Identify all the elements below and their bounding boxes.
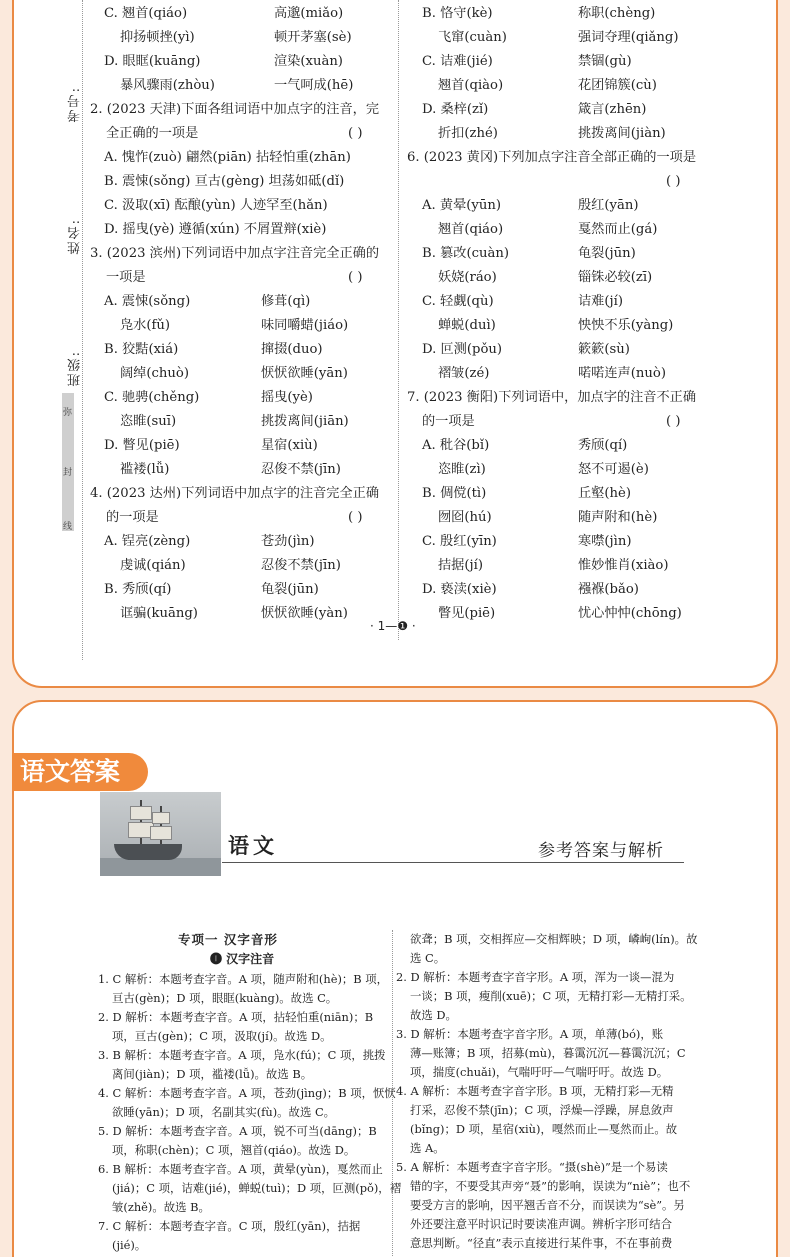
question-line: 花团锦簇(cù)	[578, 78, 657, 93]
question-line: 戛然而止(gá)	[578, 222, 658, 237]
question-line: 寒噤(jìn)	[578, 534, 632, 549]
answer-line: 4. A 解析：本题考查字音字形。B 项，无精打彩—无精	[396, 1084, 674, 1098]
question-line: 修葺(qì)	[261, 294, 311, 309]
question-line: 6. (2023 黄冈)下列加点字注音全部正确的一项是	[407, 150, 697, 165]
answer-paren: ( )	[348, 270, 363, 285]
binding-dotted-line	[82, 0, 83, 660]
question-line: 蝉蜕(duì)	[438, 318, 496, 333]
question-line: C. 汲取(xī) 酝酿(yùn) 人迹罕至(hǎn)	[104, 198, 328, 213]
answer-paren: ( )	[348, 510, 363, 525]
question-line: B. 秀颀(qí)	[104, 582, 172, 597]
answer-line: 3. B 解析：本题考查字音。A 项，凫水(fú)；C 项，挑拨	[98, 1048, 386, 1062]
answer-line: 项，称职(chèn)；C 项，翘首(qiáo)。故选 D。	[112, 1143, 356, 1157]
question-line: C. 殷红(yīn)	[422, 534, 497, 549]
question-line: B. 震悚(sǒng) 亘古(gèng) 坦荡如砥(dǐ)	[104, 174, 345, 189]
page-number: · 1—❶ ·	[370, 619, 416, 633]
question-line: 恹恹欲睡(yàn)	[261, 606, 348, 621]
answer-line: 专项一 汉字音形	[178, 932, 278, 947]
question-line: 一项是	[106, 270, 146, 285]
answer-line: 故选 D。	[410, 1008, 457, 1022]
question-line: D. 叵测(pǒu)	[422, 342, 503, 357]
answer-line: 薄—账簿；B 项，招募(mù)，暮霭沉沉—暮霭沉沉；C	[410, 1046, 686, 1060]
question-line: 龟裂(jūn)	[578, 246, 636, 261]
answer-line: 7. C 解析：本题考查字音。C 项，殷红(yān)，拮据	[98, 1219, 361, 1233]
question-line: A. 锃亮(zèng)	[104, 534, 191, 549]
answer-line: 项，揣度(chuǎi)，气喘吁吁—气喘吁吁。故选 D。	[410, 1065, 669, 1079]
question-line: B. 篡改(cuàn)	[422, 246, 509, 261]
question-line: 全正确的一项是	[106, 126, 199, 141]
question-line: 忍俊不禁(jīn)	[261, 462, 341, 477]
question-line: A. 秕谷(bǐ)	[422, 438, 490, 453]
class-label: 班级:	[68, 350, 83, 387]
subject-title: 语文	[228, 833, 278, 858]
answer-line: 亘古(gèn)；D 项，眼眶(kuàng)。故选 C。	[112, 991, 338, 1005]
question-line: 锱铢必较(zī)	[578, 270, 653, 285]
question-line: 忍俊不禁(jīn)	[261, 558, 341, 573]
question-line: 箴言(zhēn)	[578, 102, 647, 117]
question-line: 怒不可遏(è)	[578, 462, 649, 477]
sailing-ship-image	[100, 792, 221, 876]
question-line: 味同嚼蜡(jiáo)	[261, 318, 349, 333]
question-line: 高邈(miǎo)	[274, 6, 344, 21]
answer-line: 一谈；B 项，瘦削(xuē)；C 项，无精打彩—无精打采。	[410, 989, 692, 1003]
question-line: 4. (2023 达州)下列词语中加点字的注音完全正确	[90, 486, 380, 501]
question-line: 恣睢(suī)	[120, 414, 177, 429]
question-line: 怏怏不乐(yàng)	[578, 318, 674, 333]
answer-heading: 参考答案与解析	[538, 841, 664, 861]
question-line: 恣睢(zì)	[438, 462, 486, 477]
question-line: B. 恪守(kè)	[422, 6, 493, 21]
question-line: 3. (2023 滨州)下列词语中加点字注音完全正确的	[90, 246, 380, 261]
question-line: 喏喏连声(nuò)	[578, 366, 666, 381]
answer-line: 欲聋；B 项，交相挥应—交相辉映；D 项，嶙峋(lín)。故	[410, 932, 698, 946]
question-line: 褴褛(lǚ)	[120, 462, 170, 477]
question-line: C. 诘难(jié)	[422, 54, 493, 69]
answer-line: 离间(jiàn)；D 项，褴褛(lǚ)。故选 B。	[112, 1067, 313, 1081]
question-line: 丘壑(hè)	[578, 486, 631, 501]
answer-line: ❶ 汉字注音	[210, 952, 275, 966]
question-line: C. 轻觑(qù)	[422, 294, 494, 309]
question-line: 恹恹欲睡(yān)	[261, 366, 348, 381]
answer-line: 外还要注意平时识记时要读准声调。辨析字形可结合	[410, 1217, 672, 1231]
question-line: 妖娆(ráo)	[438, 270, 497, 285]
question-line: C. 翘首(qiáo)	[104, 6, 188, 21]
question-line: 7. (2023 衡阳)下列词语中，加点字的注音不正确	[407, 390, 697, 405]
question-line: D. 亵渎(xiè)	[422, 582, 497, 597]
question-line: 秀颀(qí)	[578, 438, 628, 453]
question-line: 的一项是	[106, 510, 159, 525]
question-line: 龟裂(jūn)	[261, 582, 319, 597]
question-line: D. 桑梓(zǐ)	[422, 102, 489, 117]
question-line: A. 震悚(sǒng)	[104, 294, 191, 309]
question-line: 摇曳(yè)	[261, 390, 313, 405]
answer-line: 欲睡(yān)；D 项，名副其实(fù)。故选 C。	[112, 1105, 336, 1119]
answer-line: 4. C 解析：本题考查字音。A 项，苍劲(jìng)；B 项，恹恹	[98, 1086, 396, 1100]
question-line: 顿开茅塞(sè)	[274, 30, 352, 45]
question-line: D. 瞥见(piē)	[104, 438, 180, 453]
question-line: C. 驰骋(chěng)	[104, 390, 200, 405]
question-line: 忧心忡忡(chōng)	[578, 606, 682, 621]
question-line: 囫囵(hú)	[438, 510, 492, 525]
question-line: 一气呵成(hē)	[274, 78, 354, 93]
answer-paren: ( )	[666, 414, 681, 429]
answer-line: 项，亘古(gèn)；C 项，汲取(jí)。故选 D。	[112, 1029, 332, 1043]
question-line: 簌簌(sù)	[578, 342, 630, 357]
answer-line: 3. D 解析：本题考查字音字形。A 项，单薄(bó)，账	[396, 1027, 664, 1041]
answer-line: 1. C 解析：本题考查字音。A 项，随声附和(hè)；B 项，	[98, 972, 389, 986]
column-divider	[398, 0, 399, 640]
exam-number-label: 考号:	[68, 86, 83, 123]
question-line: 抑扬顿挫(yì)	[120, 30, 195, 45]
answer-line: 意思判断。“径直”表示直接进行某件事，不在事前费	[410, 1236, 673, 1250]
binding-sidebar	[62, 0, 84, 660]
answer-paren: ( )	[666, 174, 681, 189]
question-line: 瞥见(piē)	[438, 606, 496, 621]
question-line: 挑拨离间(jiàn)	[578, 126, 666, 141]
question-line: 凫水(fǔ)	[120, 318, 171, 333]
header-rule	[222, 862, 684, 863]
seal-line-band	[62, 393, 74, 531]
question-line: 撺掇(duo)	[261, 342, 323, 357]
answer-line: 5. A 解析：本题考查字音字形。“摄(shè)”是一个易读	[396, 1160, 668, 1174]
question-line: B. 倜傥(tì)	[422, 486, 487, 501]
answer-line: 打采，忍俊不禁(jīn)；C 项，浮燥—浮躁，屏息敛声	[410, 1103, 674, 1117]
answer-line: 2. D 解析：本题考查字音字形。A 项，浑为一谈—混为	[396, 970, 675, 984]
question-line: 2. (2023 天津)下面各组词语中加点字的注音，完	[90, 102, 380, 117]
question-line: 诘难(jí)	[578, 294, 623, 309]
seal-char: 封	[63, 468, 73, 478]
question-line: A. 愧怍(zuò) 翩然(piān) 拈轻怕重(zhān)	[104, 150, 351, 165]
question-line: 挑拨离间(jiān)	[261, 414, 349, 429]
question-line: 星宿(xiù)	[261, 438, 318, 453]
name-label: 姓名:	[68, 218, 83, 255]
question-line: 阔绰(chuò)	[120, 366, 189, 381]
answer-paren: ( )	[348, 126, 363, 141]
answer-line: 皱(zhě)。故选 B。	[112, 1200, 210, 1214]
question-line: 称职(chèng)	[578, 6, 656, 21]
question-line: B. 狡黠(xiá)	[104, 342, 179, 357]
question-line: 禁锢(gù)	[578, 54, 632, 69]
seal-char: 线	[63, 522, 73, 532]
answer-line: 6. B 解析：本题考查字音。A 项，黄晕(yùn)，戛然而止	[98, 1162, 383, 1176]
question-line: D. 眼眶(kuāng)	[104, 54, 201, 69]
answer-line: (bǐng)；D 项，星宿(xiù)，嘎然而止—戛然而止。故	[410, 1122, 678, 1136]
question-line: 的一项是	[422, 414, 475, 429]
seal-char: 弥	[63, 408, 73, 418]
question-line: 诓骗(kuāng)	[120, 606, 198, 621]
question-line: 襁褓(bǎo)	[578, 582, 639, 597]
question-line: 殷红(yān)	[578, 198, 639, 213]
answer-line: 错的字，不要受其声旁“聂”的影响，误读为“niè”；也不	[410, 1179, 691, 1193]
answer-line: 选 A。	[410, 1141, 445, 1155]
question-line: 褶皱(zé)	[438, 366, 490, 381]
question-line: 飞窜(cuàn)	[438, 30, 507, 45]
answer-line: (jié)。	[112, 1238, 147, 1252]
question-line: 翘首(qiáo)	[438, 222, 504, 237]
question-line: A. 黄晕(yūn)	[422, 198, 502, 213]
answer-badge: 语文答案	[12, 753, 148, 791]
answer-line: (jiá)；C 项，诘难(jié)，蝉蜕(tuì)；D 项，叵测(pǒ)，褶	[112, 1181, 402, 1195]
question-line: 虔诚(qián)	[120, 558, 186, 573]
answer-line: 要受方言的影响，因平翘舌音不分，而误读为“sè”。另	[410, 1198, 685, 1212]
question-line: 强词夺理(qiǎng)	[578, 30, 679, 45]
answer-line: 选 C。	[410, 951, 446, 965]
question-line: 苍劲(jìn)	[261, 534, 315, 549]
question-line: 随声附和(hè)	[578, 510, 658, 525]
question-line: D. 摇曳(yè) 遵循(xún) 不屑置辩(xiè)	[104, 222, 327, 237]
question-line: 惟妙惟肖(xiào)	[578, 558, 669, 573]
question-line: 暴风骤雨(zhòu)	[120, 78, 215, 93]
question-line: 渲染(xuàn)	[274, 54, 343, 69]
question-line: 折扣(zhé)	[438, 126, 498, 141]
question-line: 翘首(qiào)	[438, 78, 504, 93]
question-line: 拮据(jí)	[438, 558, 483, 573]
answer-line: 5. D 解析：本题考查字音。A 项，锐不可当(dāng)；B	[98, 1124, 377, 1138]
answer-line: 2. D 解析：本题考查字音。A 项，拈轻怕重(niān)；B	[98, 1010, 374, 1024]
